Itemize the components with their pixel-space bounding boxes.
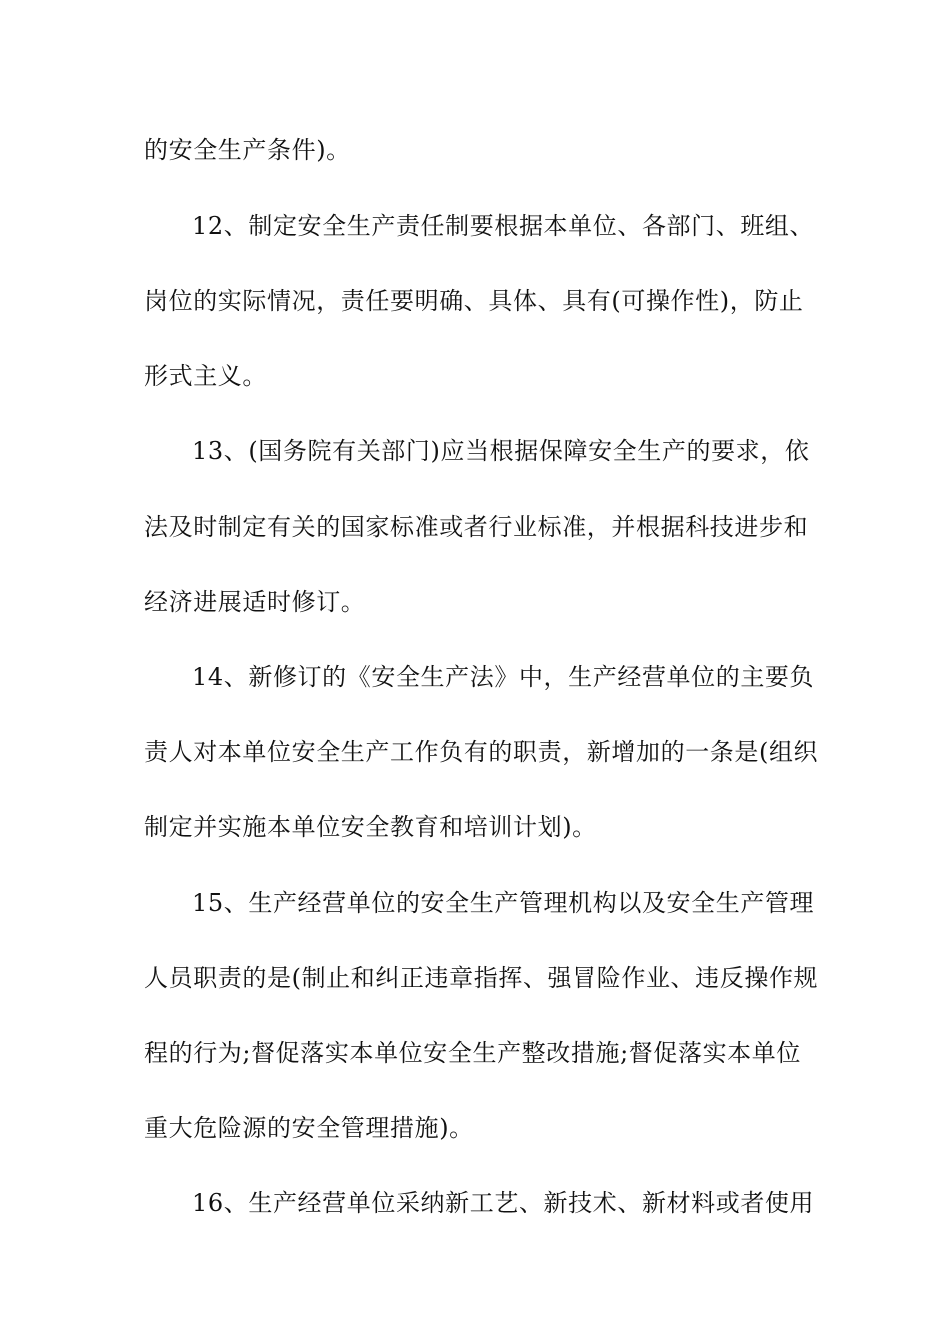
text-line: 岗位的实际情况，责任要明确、具体、具有(可操作性)，防止 bbox=[144, 287, 804, 315]
paragraph-12-line-1: 12、制定安全生产责任制要根据本单位、各部门、班组、 bbox=[192, 212, 815, 240]
paragraph-15-line-1: 15、生产经营单位的安全生产管理机构以及安全生产管理 bbox=[192, 889, 815, 917]
text-line: 人员职责的是(制止和纠正违章指挥、强冒险作业、违反操作规 bbox=[144, 964, 819, 992]
text-line: 经济进展适时修订。 bbox=[144, 588, 366, 616]
text-line: 法及时制定有关的国家标准或者行业标准，并根据科技进步和 bbox=[144, 513, 809, 541]
text-line: 程的行为;督促落实本单位安全生产整改措施;督促落实本单位 bbox=[144, 1039, 801, 1067]
paragraph-16-line-1: 16、生产经营单位采纳新工艺、新技术、新材料或者使用 bbox=[192, 1189, 815, 1217]
text-line: 的安全生产条件)。 bbox=[144, 136, 351, 164]
paragraph-14-line-1: 14、新修订的《安全生产法》中，生产经营单位的主要负 bbox=[192, 663, 815, 691]
paragraph-13-line-1: 13、(国务院有关部门)应当根据保障安全生产的要求，依 bbox=[192, 437, 810, 465]
text-line: 制定并实施本单位安全教育和培训计划)。 bbox=[144, 813, 597, 841]
text-line: 责人对本单位安全生产工作负有的职责，新增加的一条是(组织 bbox=[144, 738, 819, 766]
text-line: 重大危险源的安全管理措施)。 bbox=[144, 1114, 474, 1142]
text-line: 形式主义。 bbox=[144, 362, 267, 390]
